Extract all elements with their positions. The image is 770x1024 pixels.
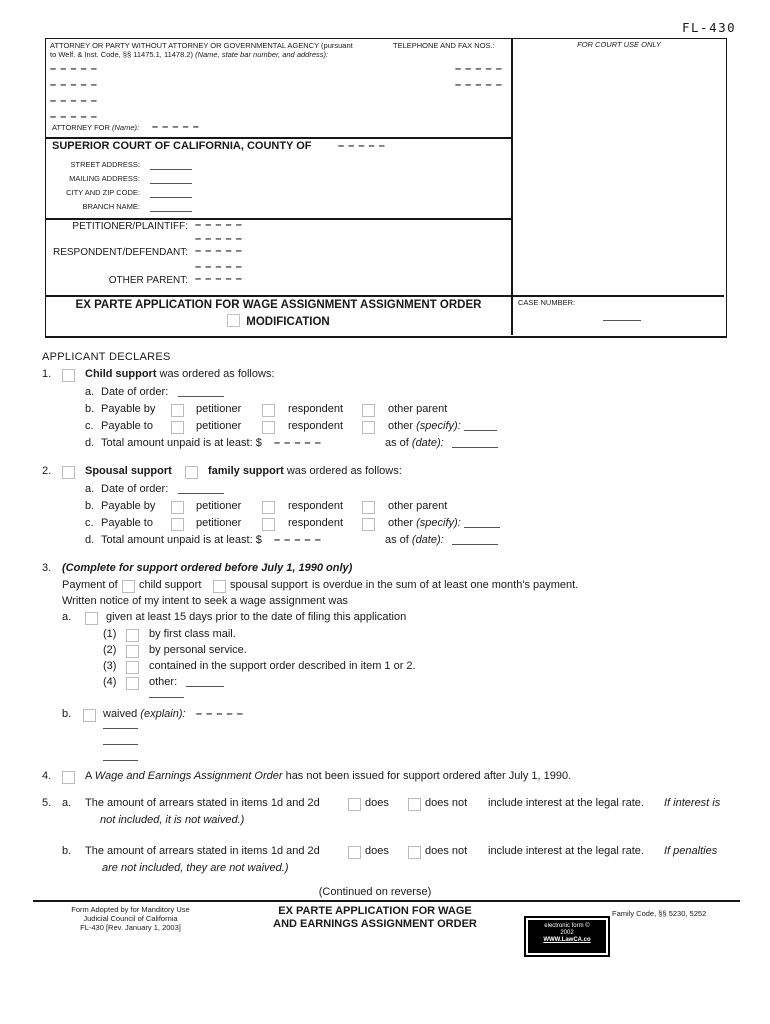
checkbox-2b-respondent[interactable] [262,501,275,514]
item5b-letter: b. [62,845,72,857]
item4-italic: Wage and Earnings Assignment Order [94,770,283,782]
item2a-text: Date of order: [101,483,169,495]
other-parent-label: OTHER PARENT: [108,275,188,286]
item2d-asof-text: as of [385,534,412,546]
attorney-for-text: ATTORNEY FOR [52,123,113,132]
item3-sub3-number: (3) [103,660,117,672]
blank-3a4-other[interactable] [186,686,224,687]
item3-sub4-number: (4) [103,676,117,688]
continued-on-reverse: (Continued on reverse) [318,886,432,898]
petitioner-field-dashes-2[interactable]: – – – – – [195,233,243,245]
checkbox-3a4-other[interactable] [126,677,139,690]
item5b-include-text: include interest at the legal rate. [488,845,644,857]
applicant-declares-heading: APPLICANT DECLARES [42,351,171,363]
item1a-text: Date of order: [101,386,169,398]
footer-title-line2: AND EARNINGS ASSIGNMENT ORDER [273,918,477,930]
item5a-include-text: include interest at the legal rate. [488,797,644,809]
item4-number: 4. [42,770,52,782]
blank-item1-date-of-order[interactable] [178,396,224,397]
county-field-dashes[interactable]: – – – – – [338,140,386,152]
blank-3b-line1[interactable] [103,728,138,729]
item1-title-rest: was ordered as follows: [156,368,275,380]
item2d-text: Total amount unpaid is at least: $ [101,534,262,546]
city-zip-blank[interactable] [150,197,192,198]
item3b-explain-italic: (explain): [140,708,186,720]
blank-3b-line2[interactable] [103,744,138,745]
item2-spousal-bold: Spousal support [85,465,172,477]
court-heading: SUPERIOR COURT OF CALIFORNIA, COUNTY OF [52,140,312,152]
item2c-other-label [388,517,461,530]
item5a-does-not-label: does not [425,797,468,809]
attorney-name-field-dashes-2[interactable]: – – – – – [50,79,98,91]
attorney-caption-line2 [50,51,328,60]
item4-post: has not been issued for support ordered after July 1, 1990. [282,770,572,782]
footer-left-line2: Judicial Council of California [83,914,178,923]
item1d-date-italic: (date): [411,437,444,449]
mailing-address-label: MAILING ADDRESS: [69,174,140,183]
checkbox-2c-other[interactable] [362,518,375,531]
item3-payment-of: Payment of [62,579,118,591]
blank-item2-other-specify[interactable] [464,527,500,528]
checkbox-2c-petitioner[interactable] [171,518,184,531]
street-address-blank[interactable] [150,169,192,170]
checkbox-1b-other-parent[interactable] [362,404,375,417]
blank-item2-asof-date[interactable] [452,544,498,545]
item2b-letter: b. [85,500,95,512]
form-title-line1: EX PARTE APPLICATION FOR WAGE ASSIGNMENT ASSIGNMENT ORDER [75,299,482,311]
attorney-name-field-dashes-3[interactable]: – – – – – [50,95,98,107]
item1d-asof [385,437,444,450]
item3a-letter: a. [62,611,72,623]
checkbox-2b-petitioner[interactable] [171,501,184,514]
respondent-field-dashes-1[interactable]: – – – – – [195,245,243,257]
checkbox-modification[interactable] [227,314,240,327]
form-title-line2 [46,314,511,329]
item1c-other-text: other [388,420,417,432]
checkbox-3-spousal-support[interactable] [213,580,226,593]
item1c-specify-italic: (specify): [416,420,461,432]
attorney-caption-line1: ATTORNEY OR PARTY WITHOUT ATTORNEY OR GOVERNMENTAL AGENCY (pursuant [50,41,353,50]
item5b-does-not-label: does not [425,845,468,857]
case-number-blank[interactable] [603,320,641,321]
item5a-tail-italic: If interest is [664,797,721,809]
checkbox-child-support[interactable] [62,369,75,382]
attorney-name-field-dashes-1[interactable]: – – – – – [50,63,98,75]
item1-number: 1. [42,368,52,380]
item1b-other-parent-label: other parent [388,403,448,415]
electronic-form-badge-inner [528,920,606,953]
other-parent-field-dashes[interactable]: – – – – – [195,273,243,285]
form-number: FL-430 [682,20,737,35]
electronic-form-badge [524,916,610,957]
street-address-label: STREET ADDRESS: [70,160,140,169]
branch-name-blank[interactable] [150,211,192,212]
item2-family [208,465,402,478]
blank-3b-line3[interactable] [103,760,138,761]
item1a-letter: a. [85,386,95,398]
item3-spousal-support-label: spousal support [230,579,308,591]
item3a-text: given at least 15 days prior to the date of filing this application [106,611,407,623]
item5a-wrap-italic: not included, it is not waived.) [100,814,245,826]
checkbox-3a3-contained[interactable] [126,661,139,674]
item1-title-bold: Child support [85,368,157,380]
checkbox-1b-petitioner[interactable] [171,404,184,417]
item3b-explain-dashes[interactable]: – – – – – [196,708,244,720]
item3-overdue-text: is overdue in the sum of at least one month's payment. [312,579,579,591]
badge-line2: 2002 [560,929,574,936]
checkbox-1c-respondent[interactable] [262,421,275,434]
attorney-for-field-dashes[interactable]: – – – – – [152,121,200,133]
item1d-amount-dashes[interactable]: – – – – – [274,437,322,449]
item1c-text: Payable to [101,420,153,432]
checkbox-3b-waived[interactable] [83,709,96,722]
item3-sub3-text: contained in the support order described in item 1 or 2. [149,660,416,672]
item3b-text [103,708,186,721]
item3-child-support-label: child support [139,579,202,591]
footer-left-line3: FL-430 [Rev. January 1, 2003] [80,923,181,932]
mailing-address-blank[interactable] [150,183,192,184]
item5a-main-text: The amount of arrears stated in items 1d and 2d [85,797,320,809]
badge-line3: WWW.LawCA.co [543,936,591,943]
attorney-caption-line2-text: to Welf. & Inst. Code, §§ 11475.1, 11478.2) [50,50,196,59]
item2b-text: Payable by [101,500,156,512]
respondent-label: RESPONDENT/DEFENDANT: [52,247,188,258]
item1b-letter: b. [85,403,95,415]
footer-left-line1: Form Adopted by for Manditory Use [71,905,190,914]
item3-notice-text: Written notice of my intent to seek a wage assignment was [62,595,348,607]
item5a-letter: a. [62,797,72,809]
checkbox-2c-respondent[interactable] [262,518,275,531]
item1c-letter: c. [85,420,94,432]
item1b-respondent-label: respondent [288,403,344,415]
city-zip-label: CITY AND ZIP CODE: [66,188,140,197]
checkbox-1b-respondent[interactable] [262,404,275,417]
item5a-does-label: does [365,797,389,809]
checkbox-3-child-support[interactable] [122,580,135,593]
checkbox-1c-petitioner[interactable] [171,421,184,434]
item5b-main-text: The amount of arrears stated in items 1d and 2d [85,845,320,857]
footer-title-line1: EX PARTE APPLICATION FOR WAGE [278,905,472,917]
item3b-letter: b. [62,708,72,720]
item5b-does-label: does [365,845,389,857]
item1c-respondent-label: respondent [288,420,344,432]
phone-fax-label: TELEPHONE AND FAX NOS.: [393,41,495,50]
item4-pre: A [85,770,95,782]
header-table-border [45,38,727,338]
item1d-letter: d. [85,437,95,449]
blank-item1-other-specify[interactable] [464,430,497,431]
item1d-asof-text: as of [385,437,412,449]
branch-name-label: BRANCH NAME: [82,202,140,211]
item2b-other-parent-label: other parent [388,500,448,512]
petitioner-label: PETITIONER/PLAINTIFF: [72,221,188,232]
checkbox-4-no-order-issued[interactable] [62,771,75,784]
header-row-line-2 [46,218,511,220]
item2c-respondent-label: respondent [288,517,344,529]
attorney-caption-line2-italic: (Name, state bar number, and address): [195,50,329,59]
blank-3a4-other-line2[interactable] [149,697,184,698]
item2d-amount-dashes[interactable]: – – – – – [274,534,322,546]
checkbox-5b-does[interactable] [348,846,361,859]
footer-family-code: Family Code, §§ 5230, 5252 [612,909,707,918]
checkbox-5b-does-not[interactable] [408,846,421,859]
checkbox-spousal-support[interactable] [62,466,75,479]
item2a-letter: a. [85,483,95,495]
item2d-date-italic: (date): [411,534,444,546]
item2c-other-text: other [388,517,417,529]
item2c-specify-italic: (specify): [416,517,461,529]
item2c-text: Payable to [101,517,153,529]
header-row-line-1 [46,137,511,139]
item5b-tail-italic: If penalties [664,845,718,857]
respondent-field-dashes-2[interactable]: – – – – – [195,261,243,273]
item3-sub1-number: (1) [103,628,117,640]
petitioner-field-dashes-1[interactable]: – – – – – [195,219,243,231]
attorney-for-label [52,124,139,133]
item3b-waived-text: waived [103,708,141,720]
item2c-letter: c. [85,517,94,529]
item2-family-bold: family support [208,465,284,477]
fax-field-dashes[interactable]: – – – – – [455,79,503,91]
item1d-text: Total amount unpaid is at least: $ [101,437,262,449]
item5-number: 5. [42,797,52,809]
item2d-asof [385,534,444,547]
item2b-respondent-label: respondent [288,500,344,512]
item1c-other-label [388,420,461,433]
checkbox-5a-does-not[interactable] [408,798,421,811]
item3-heading: (Complete for support ordered before July 1, 1990 only) [62,562,353,574]
checkbox-5a-does[interactable] [348,798,361,811]
checkbox-2b-other-parent[interactable] [362,501,375,514]
header-column-divider [511,38,513,335]
item3-number: 3. [42,562,52,574]
checkbox-family-support[interactable] [185,466,198,479]
item5b-wrap-italic: are not included, they are not waived.) [102,862,289,874]
phone-field-dashes[interactable]: – – – – – [455,63,503,75]
checkbox-3a-given[interactable] [85,612,98,625]
item2-rest: was ordered as follows: [283,465,402,477]
attorney-name-field-dashes-4[interactable]: – – – – – [50,111,98,123]
footer-rule [33,900,740,902]
item1b-petitioner-label: petitioner [196,403,242,415]
header-row-line-3 [46,295,724,297]
item2b-petitioner-label: petitioner [196,500,242,512]
checkbox-3a1-first-class-mail[interactable] [126,629,139,642]
court-use-only-label: FOR COURT USE ONLY [577,40,661,49]
blank-item1-asof-date[interactable] [452,447,498,448]
item2c-petitioner-label: petitioner [196,517,242,529]
checkbox-1c-other[interactable] [362,421,375,434]
item2-number: 2. [42,465,52,477]
item3-sub1-text: by first class mail. [149,628,236,640]
badge-line1: electronic form © [544,923,590,929]
item1c-petitioner-label: petitioner [196,420,242,432]
checkbox-3a2-personal-service[interactable] [126,645,139,658]
case-number-label: CASE NUMBER: [518,298,576,307]
item1-title [85,368,275,381]
item1b-text: Payable by [101,403,156,415]
attorney-for-italic: (Name): [112,123,140,132]
blank-item2-date-of-order[interactable] [178,493,224,494]
modification-label: MODIFICATION [246,316,330,328]
item2d-letter: d. [85,534,95,546]
item3-sub2-text: by personal service. [149,644,247,656]
item3-sub4-text: other: [149,676,178,688]
item4-text [85,770,571,783]
item3-sub2-number: (2) [103,644,117,656]
